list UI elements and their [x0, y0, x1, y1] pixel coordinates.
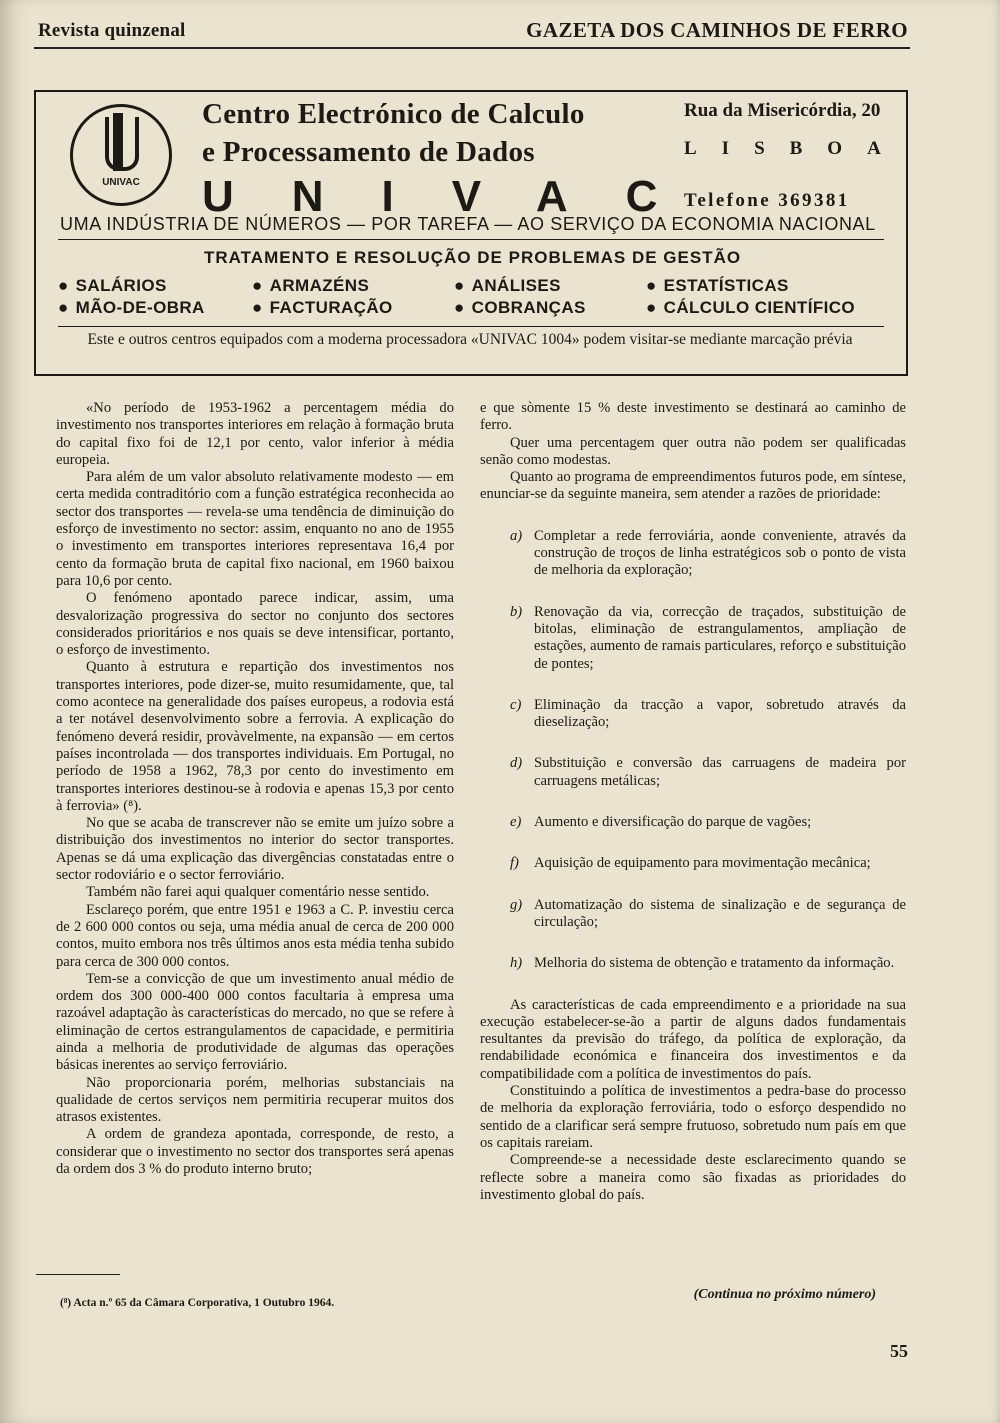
ad-services-title: TRATAMENTO E RESOLUÇÃO DE PROBLEMAS DE GESTÃO: [204, 248, 742, 267]
logo-text: UNIVAC: [102, 177, 140, 188]
list-item: [480, 697, 906, 732]
list-item-text: Eliminação da tracção a vapor, sobretudo através da dieselização;: [534, 696, 906, 731]
list-item-label: c): [510, 696, 522, 713]
ad-divider: [58, 239, 884, 240]
list-item: [480, 604, 906, 673]
univac-logo-icon: [70, 104, 172, 206]
service-item: ● CÁLCULO CIENTÍFICO: [646, 298, 855, 318]
footnote: (⁸) Acta n.º 65 da Câmara Corporativa, 1 Outubro 1964.: [60, 1297, 335, 1309]
list-item-text: Aquisição de equipamento para movimentação mecânica;: [534, 855, 871, 872]
service-item: ● ARMAZÉNS: [252, 276, 369, 296]
list-item-text: Renovação da via, correcção de traçados, substituição de bitolas, eliminação de estrangulamentos, ampliação de estações, aumento de ramais particulares, reforço e substituição de pontes;: [534, 603, 906, 672]
footnote-rule: [36, 1274, 120, 1275]
list-item: [480, 755, 906, 790]
list-item-text: Substituição e conversão das carruagens de madeira por carruagens metálicas;: [534, 755, 906, 789]
ad-brand: UNIVAC: [202, 172, 716, 221]
paragraph: e que sòmente 15 % deste investimento se destinará ao caminho de ferro.: [480, 400, 906, 434]
paragraph: Quer uma percentagem quer outra não podem ser qualificadas senão como modestas.: [480, 434, 906, 468]
right-column: [480, 400, 906, 1204]
list-item-text: Aumento e diversificação do parque de vagões;: [534, 814, 812, 831]
list-item: [480, 897, 906, 932]
running-header-right: GAZETA DOS CAMINHOS DE FERRO: [526, 18, 908, 42]
ad-address-street: Rua da Misericórdia, 20: [684, 100, 881, 121]
paragraph: No que se acaba de transcrever não se emite um juízo sobre a distribuição dos investimentos no interior do sector transportes. Apenas se dá uma explicação das divergências constatadas entre o sector rodoviário e o sector ferroviário.: [56, 815, 454, 884]
list-item-text: Melhoria do sistema de obtenção e tratamento da informação.: [534, 955, 895, 972]
ad-note: Este e outros centros equipados com a moderna processadora «UNIVAC 1004» podem visitar-se mediante marcação prévia: [87, 331, 853, 348]
ad-divider: [58, 326, 884, 327]
page-number: 55: [890, 1341, 908, 1361]
list-item-label: f): [510, 855, 519, 872]
list-item-text: Automatização do sistema de sinalização e de segurança de circulação;: [534, 896, 906, 930]
paragraph: Para além de um valor absoluto relativamente modesto — em certa medida contraditório com a função estratégica reconhecida ao sector dos transportes — revela-se uma tendência de diminuição do esforço de investimento no sector: assim, enquanto no ano de 1955 o investimento em transportes interiores representava 16,4 por cento da formação bruta de capital fixo nacional, em 1960 baixou para 10,6 por cento.: [56, 469, 454, 589]
ad-phone: Telefone 369381: [684, 190, 850, 211]
paragraph: O fenómeno apontado parece indicar, assim, uma desvalorização progressiva do sector no conjunto dos sectores considerados prioritários e nos quais se deve intensificar, portanto, o esforço de investimento.: [56, 590, 454, 659]
ad-address-city: LISBOA: [684, 138, 906, 159]
service-item: ● MÃO-DE-OBRA: [58, 298, 205, 318]
continued-notice: (Continua no próximo número): [693, 1287, 876, 1302]
paragraph: Constituindo a política de investimentos a pedra-base do processo de melhoria da exploração ferroviária, todo o esforço despendido no sentido de a clarificar será sempre frutuoso, sobretudo num país em que os capitais rareiam.: [480, 1083, 906, 1151]
header-rule: [34, 47, 910, 49]
paragraph: «No período de 1953-1962 a percentagem média do investimento nos transportes interiores em relação à formação bruta do capital fixo foi de 12,1 por cento, valor inferior à média europeia.: [56, 400, 454, 468]
paragraph: Não proporcionaria porém, melhorias substanciais na qualidade de certos serviços nem permitiria recuperar muitos dos atrasos existentes.: [56, 1074, 454, 1126]
ad-tagline: UMA INDÚSTRIA DE NÚMEROS — POR TAREFA — AO SERVIÇO DA ECONOMIA NACIONAL: [60, 214, 876, 234]
list-item-text: Completar a rede ferroviária, aonde conveniente, através da construção de troços de linha estratégicos sob o ponto de vista de melhoria da exploração;: [534, 527, 906, 579]
service-item: ● COBRANÇAS: [454, 298, 586, 318]
list-item: [480, 528, 906, 580]
paragraph: Também não farei aqui qualquer comentário nesse sentido.: [86, 884, 430, 901]
list-item-label: e): [510, 814, 522, 831]
ad-title-line2: e Processamento de Dados: [202, 136, 535, 168]
paragraph: Quanto à estrutura e repartição dos investimentos nos transportes interiores, pode dizer-se, muito resumidamente, que, tal como acontece na generalidade dos países europeus, a rodovia está a ter notável desenvolvimento sobre a ferrovia. A explicação do fenómeno deverá residir, provàvelmente, na expansão — em certos países incontrolada — dos transportes individuais. Em Portugal, no período de 1958 a 1962, 78,3 por cento do investimento em transportes interiores destinou-se à rodovia e apenas 15,3 por cento à ferrovia» (⁸).: [56, 659, 454, 814]
list-item-label: h): [510, 955, 523, 972]
paragraph: Quanto ao programa de empreendimentos futuros pode, em síntese, enunciar-se da seguinte maneira, sem atender a razões de prioridade:: [480, 469, 906, 503]
paragraph: As características de cada empreendimento e a prioridade na sua execução estabelecer-se-ão a partir de alguns dados fundamentais resultantes da previsão do tráfego, da política de exploração, da rendabilidade económica e financeira dos investimentos e da compatibilidade com a política de investimentos do país.: [480, 996, 906, 1082]
list-item: [480, 814, 906, 831]
list-item-label: d): [510, 755, 523, 772]
list-item: [480, 955, 906, 972]
service-item: ● ANÁLISES: [454, 276, 561, 296]
service-item: ● FACTURAÇÃO: [252, 298, 393, 318]
running-header-left: Revista quinzenal: [38, 20, 186, 41]
service-item: ● ESTATÍSTICAS: [646, 276, 789, 296]
list-item-label: g): [510, 896, 523, 913]
list-item-label: a): [510, 527, 523, 544]
service-item: ● SALÁRIOS: [58, 276, 167, 296]
ad-title-line1: Centro Electrónico de Calculo: [202, 98, 585, 130]
list-item-label: b): [510, 603, 523, 620]
paragraph: Tem-se a convicção de que um investimento anual médio de ordem dos 300 000-400 000 contos facultaria à empresa uma razoável adaptação às características do mercado, no que se refere à eliminação de certos estrangulamentos de capacidade, e permitiria ainda a melhoria de produtividade de algumas das operações básicas inerentes ao serviço ferroviário.: [56, 970, 454, 1074]
univac-advertisement: [34, 90, 908, 376]
paragraph: Compreende-se a necessidade deste esclarecimento quando se reflecte sobre a maneira como são fixadas as prioridades do investimento global do país.: [480, 1152, 906, 1203]
paragraph: A ordem de grandeza apontada, corresponde, de resto, a considerar que o investimento no sector dos transportes será apenas da ordem dos 3 % do produto interno bruto;: [56, 1126, 454, 1178]
paragraph: Esclareço porém, que entre 1951 e 1963 a C. P. investiu cerca de 2 600 000 contos ou seja, uma média anual de cerca de 200 000 contos, muito embora nos três últimos anos esta média tenha subido para cerca de 300 000 contos.: [56, 901, 454, 970]
left-column: [56, 400, 454, 1178]
list-item: [480, 855, 906, 872]
